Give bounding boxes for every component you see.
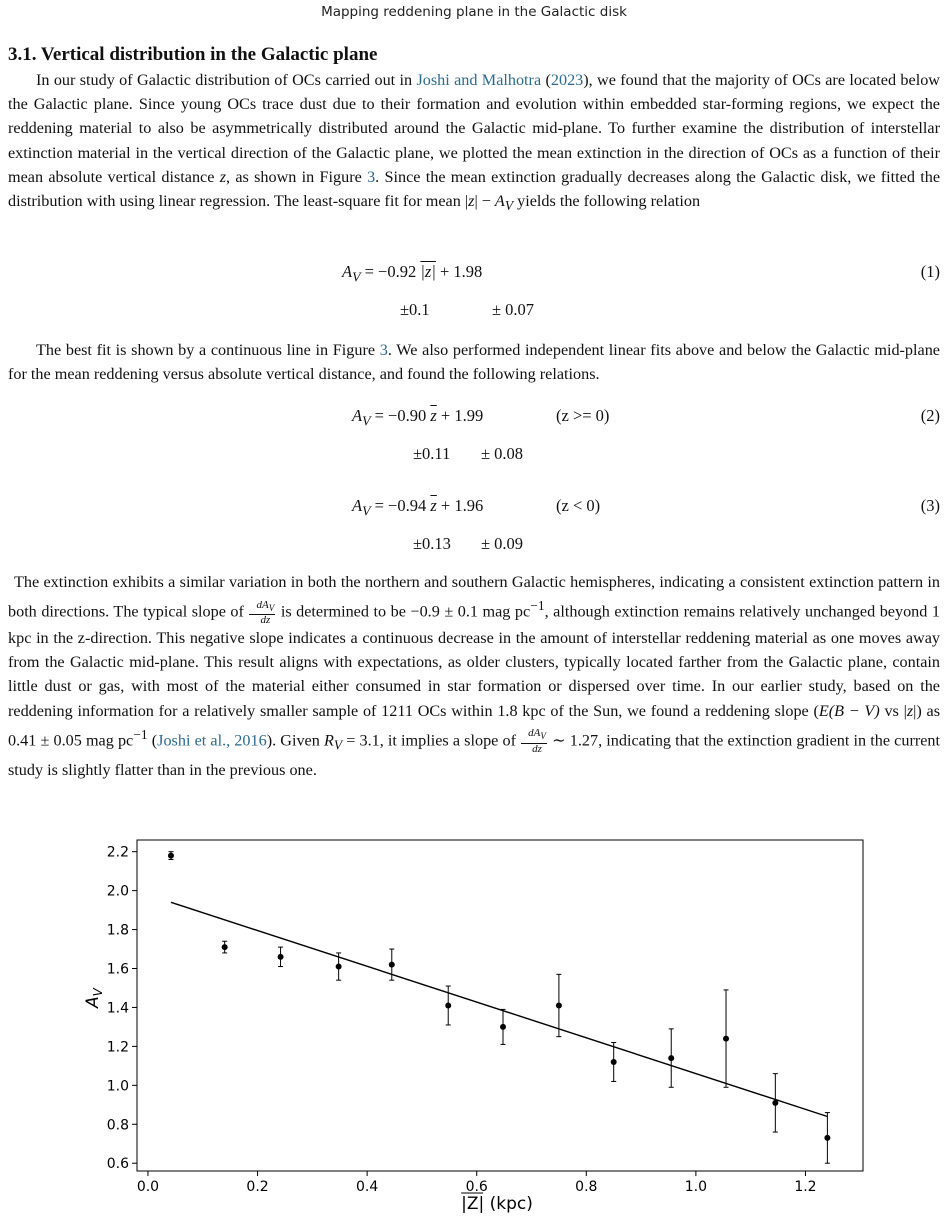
x-tick-label: 1.2 (794, 1179, 817, 1195)
x-tick-label: 0.0 (136, 1179, 160, 1195)
equation-1-error-intercept: ± 0.07 (492, 300, 535, 319)
y-tick-label: 1.2 (106, 1039, 129, 1056)
equation-2-error-slope: ±0.11 (413, 444, 451, 463)
y-tick-label: 2.2 (106, 844, 129, 861)
citation-link[interactable]: Joshi and Malhotra (416, 71, 542, 89)
data-point (445, 1003, 451, 1009)
y-tick-label: 1.0 (106, 1078, 129, 1095)
figure-link[interactable]: 3 (367, 167, 376, 186)
data-point (168, 853, 174, 859)
equation-3-condition: (z < 0) (556, 496, 601, 515)
running-header: Mapping reddening plane in the Galactic disk (321, 4, 627, 20)
data-point (611, 1059, 617, 1065)
data-point (222, 944, 228, 950)
data-point (500, 1024, 506, 1030)
fraction-dav-dz: $\frac{dA_V}{dz}$ (249, 600, 275, 626)
x-tick-label: 0.2 (246, 1179, 269, 1195)
data-point (556, 1003, 562, 1009)
paragraph-2: The best fit is shown by a continuous line in Figure 3. We also performed independent linear fits above and below the Galactic mid-plane for the mean reddening versus absolute vertical distance, and found the following relations. (8, 341, 940, 384)
section-title: 3.1. Vertical distribution in the Galactic plane (8, 44, 378, 65)
equation-1-number: (1) (920, 262, 940, 281)
equation-1: $A_V = -0.92$ |z| + 1.98 (342, 262, 483, 285)
data-point (278, 954, 284, 960)
data-point (723, 1036, 729, 1042)
equation-3-number: (3) (920, 496, 940, 515)
y-axis-label: $A_V$ (83, 988, 105, 1008)
x-tick-label: 0.8 (575, 1179, 598, 1195)
x-tick-label: 1.0 (684, 1179, 708, 1195)
equation-3: $A_V = -0.94$ $\overline{z} + 1.96$ (352, 496, 484, 519)
paragraph-3: The extinction exhibits a similar variation in both the northern and southern Galactic hemispheres, indicating a consistent extinction pattern in both directions. The typical slope of $\frac{dA_V}{dz}$ is determined to be −0.9 ± 0.1 mag $pc^{-1}$, although extinction remains relatively unchanged beyond 1 kpc in the z-direction. This negative slope indicates a continuous decrease in the amount of interstellar reddening material as one moves away from the Galactic mid-plane. This result aligns with expectations, as older clusters, typically located farther from the Galactic plane, contain little dust or gas, with most of the material either consumed in star formation or dispersed over time. In our earlier study, based on the reddening information for a relatively smaller sample of 1211 OCs within 1.8 kpc of the Sun, we found a reddening slope (E(B − V) vs |z|) as 0.41 ± 0.05 mag $pc^{-1}$ (Joshi et al., 2016). Given $R_V = 3.1$, it implies a slope of $\frac{dA_V}{dz}$ ∼ 1.27, indicating that the extinction gradient in the current study is slightly flatter than in the previous one. (8, 573, 940, 779)
x-axis-label: |Z| (kpc) (461, 1194, 533, 1214)
x-tick-label: 0.4 (355, 1179, 379, 1195)
fit-line (171, 902, 827, 1116)
data-point (389, 962, 395, 968)
y-tick-label: 0.6 (106, 1156, 129, 1173)
x-tick-label: 0.6 (465, 1179, 488, 1195)
data-point (668, 1055, 674, 1061)
data-point (336, 964, 342, 970)
equation-1-error-slope: ±0.1 (400, 300, 430, 319)
y-tick-label: 0.8 (106, 1117, 129, 1134)
figure-link[interactable]: 3 (379, 341, 388, 359)
extinction-vs-z-chart (0, 800, 948, 1220)
y-tick-label: 2.0 (106, 883, 129, 900)
data-point (824, 1135, 830, 1141)
equation-2: $A_V = -0.90$ $\overline{z} + 1.99$ (352, 406, 484, 429)
citation-year-link[interactable]: 2023 (550, 71, 584, 89)
y-tick-label: 1.8 (106, 922, 129, 939)
plot-frame (137, 840, 863, 1171)
y-tick-label: 1.6 (106, 961, 129, 978)
data-point (772, 1100, 778, 1106)
y-tick-label: 1.4 (106, 1000, 129, 1017)
equation-2-condition: (z >= 0) (556, 406, 610, 425)
equation-3-error-intercept: ± 0.09 (481, 534, 524, 553)
chart-marks (107, 845, 831, 1195)
equation-3-error-slope: ±0.13 (413, 534, 451, 553)
citation-link[interactable]: Joshi et al., 2016 (157, 731, 267, 750)
equation-2-number: (2) (920, 406, 940, 425)
equation-2-error-intercept: ± 0.08 (481, 444, 524, 463)
paragraph-1: In our study of Galactic distribution of OCs carried out in Joshi and Malhotra (2023), we found that the majority of OCs are located below the Galactic plane. Since young OCs trace dust due to their formation and evolution within embedded star-forming regions, we expect the reddening material to also be asymmetrically distributed around the Galactic mid-plane. To further examine the distribution of interstellar extinction material in the vertical direction of the Galactic plane, we plotted the mean extinction in the direction of OCs as a function of their mean absolute vertical distance z, as shown in Figure 3. Since the mean extinction gradually decreases along the Galactic disk, we fitted the distribution with using linear regression. The least-square fit for mean $|z| - A_V$ yields the following relation (8, 71, 941, 214)
fraction-dav-dz: $\frac{dA_V}{dz}$ (521, 728, 547, 754)
